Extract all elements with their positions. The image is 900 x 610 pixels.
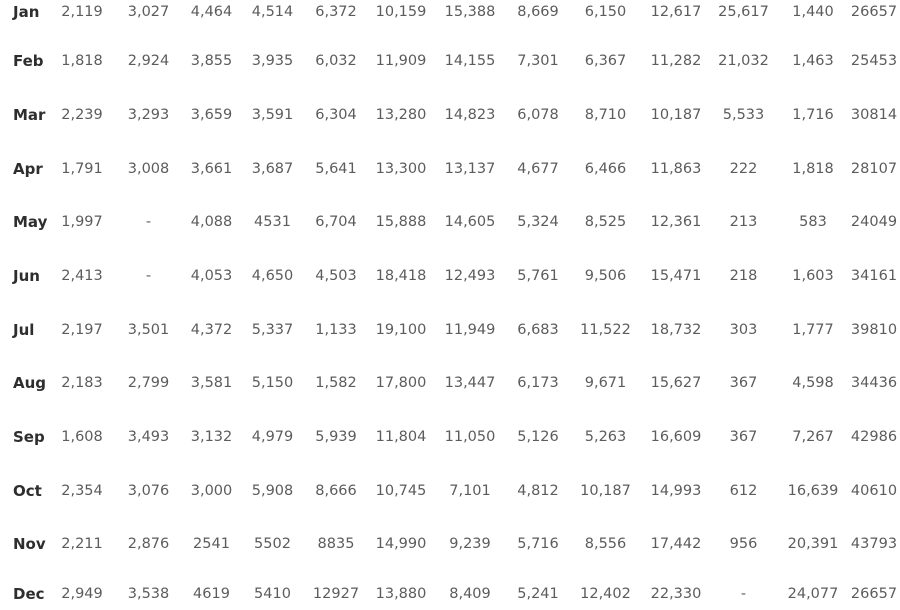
table-cell: 15,471	[650, 268, 702, 285]
table-cell: 612	[729, 482, 758, 499]
table-cell: 15,627	[650, 375, 702, 392]
table-cell: 8,669	[517, 4, 559, 20]
month-label: Sep	[13, 428, 45, 447]
table-cell: 11,522	[580, 321, 631, 338]
table-cell: 1,997	[61, 214, 103, 231]
table-cell: 3,935	[251, 53, 294, 70]
table-cell: 20,391	[787, 536, 839, 553]
table-cell: 16,639	[787, 482, 839, 499]
table-cell: 213	[729, 214, 758, 231]
table-cell: 22,330	[650, 586, 702, 602]
month-label: Dec	[13, 585, 45, 603]
table-cell: 956	[729, 536, 758, 553]
table-cell: 5,939	[315, 429, 357, 446]
table-cell: 8835	[317, 536, 355, 553]
month-label: Jul	[13, 320, 35, 339]
table-cell: 34161	[850, 268, 898, 285]
table-cell: 14,155	[444, 53, 496, 70]
table-cell: 5,641	[315, 160, 357, 177]
table-cell: 2,239	[61, 107, 103, 124]
table-cell: 24,077	[787, 586, 839, 602]
table-cell: 6,683	[517, 321, 559, 338]
table-cell: 13,300	[375, 160, 427, 177]
table-cell: 2,799	[127, 375, 170, 392]
table-cell: 16,609	[650, 429, 702, 446]
table-cell: 5,533	[722, 107, 765, 124]
table-cell: 6,704	[315, 214, 357, 231]
table-cell: 3,501	[127, 321, 170, 338]
table-cell: 1,716	[792, 107, 834, 124]
table-cell: 5,324	[517, 214, 559, 231]
table-cell: 39810	[850, 321, 898, 338]
table-cell: 6,078	[517, 107, 559, 124]
month-label: Aug	[13, 374, 47, 393]
table-cell: 4,650	[251, 268, 294, 285]
table-cell: 5,126	[517, 429, 559, 446]
table-cell: 18,418	[375, 268, 427, 285]
month-label: Apr	[13, 159, 43, 178]
table-cell: 7,301	[517, 53, 559, 70]
table-cell: 6,372	[315, 4, 357, 20]
table-cell: 3,493	[127, 429, 170, 446]
table-cell: 4,979	[251, 429, 294, 446]
table-cell: 5,716	[517, 536, 559, 553]
table-cell: 8,666	[315, 482, 357, 499]
table-cell: 11,282	[650, 53, 702, 70]
table-cell: 9,506	[584, 268, 627, 285]
table-cell: 21,032	[718, 53, 769, 70]
table-cell: 5,908	[251, 482, 294, 499]
table-cell: 14,823	[444, 107, 496, 124]
table-row	[0, 464, 900, 518]
table-cell: 26657	[850, 586, 898, 602]
table-cell: 4531	[254, 214, 291, 231]
table-row	[0, 35, 900, 89]
table-cell: 4,812	[517, 482, 559, 499]
month-label: Nov	[13, 535, 46, 554]
table-cell: 5,337	[251, 321, 294, 338]
table-cell: 1,608	[61, 429, 103, 446]
table-cell: 7,267	[792, 429, 834, 446]
month-label: Mar	[13, 106, 46, 125]
table-cell: 1,818	[792, 160, 834, 177]
table-cell: 24049	[850, 214, 898, 231]
table-cell: 222	[729, 160, 758, 177]
table-cell: 9,239	[449, 536, 491, 553]
month-label: Jan	[13, 3, 40, 21]
table-cell: 9,671	[584, 375, 627, 392]
table-cell: 10,745	[375, 482, 427, 499]
table-cell: 3,661	[190, 160, 233, 177]
table-cell: 11,804	[375, 429, 427, 446]
table-cell: 12,402	[580, 586, 631, 602]
table-cell: 4,598	[792, 375, 834, 392]
table-cell: 367	[729, 429, 758, 446]
table-cell: 26657	[850, 4, 898, 20]
table-cell: -	[145, 214, 152, 231]
table-cell: 3,132	[190, 429, 233, 446]
table-cell: 12,361	[650, 214, 702, 231]
table-cell: 5410	[254, 586, 291, 602]
table-row	[0, 249, 900, 303]
table-cell: 5502	[254, 536, 291, 553]
table-cell: 4,677	[517, 160, 559, 177]
table-row	[0, 410, 900, 464]
table-cell: 34436	[850, 375, 898, 392]
table-cell: 13,880	[375, 586, 427, 602]
table-cell: 6,367	[584, 53, 627, 70]
table-cell: 583	[799, 214, 827, 231]
table-cell: 4,514	[251, 4, 294, 20]
table-cell: 8,409	[449, 586, 491, 602]
month-label: May	[13, 213, 48, 232]
table-cell: 10,187	[650, 107, 702, 124]
table-cell: 17,800	[375, 375, 427, 392]
table-row	[0, 571, 900, 610]
table-cell: 2,876	[127, 536, 170, 553]
table-cell: 1,133	[315, 321, 357, 338]
table-cell: 3,659	[190, 107, 233, 124]
table-cell: 3,000	[190, 482, 233, 499]
table-cell: 14,990	[375, 536, 427, 553]
table-cell: 11,909	[375, 53, 427, 70]
table-cell: 18,732	[650, 321, 702, 338]
table-cell: 3,008	[127, 160, 170, 177]
table-cell: 5,241	[517, 586, 559, 602]
month-label: Oct	[13, 481, 42, 500]
table-cell: 2,354	[61, 482, 103, 499]
table-cell: 10,187	[580, 482, 631, 499]
table-cell: 17,442	[650, 536, 702, 553]
table-cell: 43793	[850, 536, 898, 553]
table-cell: 4,372	[190, 321, 233, 338]
table-row	[0, 303, 900, 357]
table-cell: 7,101	[449, 482, 491, 499]
table-cell: 367	[729, 375, 758, 392]
month-label: Feb	[13, 52, 44, 71]
table-cell: 13,137	[444, 160, 496, 177]
table-cell: 2,211	[61, 536, 103, 553]
table-cell: 6,032	[315, 53, 357, 70]
table-cell: 10,159	[375, 4, 427, 20]
table-row	[0, 518, 900, 572]
table-cell: 1,440	[792, 4, 834, 20]
table-cell: 11,050	[444, 429, 496, 446]
table-cell: 12,617	[650, 4, 702, 20]
table-cell: 13,447	[444, 375, 496, 392]
table-cell: 3,293	[127, 107, 170, 124]
table-cell: 2,119	[61, 4, 103, 20]
table-cell: 2,949	[61, 586, 103, 602]
table-cell: 25,617	[718, 4, 769, 20]
table-cell: 4,053	[190, 268, 233, 285]
table-cell: 3,687	[251, 160, 294, 177]
table-cell: 1,603	[792, 268, 834, 285]
table-cell: 40610	[850, 482, 898, 499]
table-cell: 5,761	[517, 268, 559, 285]
table-row	[0, 88, 900, 142]
table-cell: 14,993	[650, 482, 702, 499]
table-cell: 3,581	[190, 375, 233, 392]
table-cell: 13,280	[375, 107, 427, 124]
table-cell: 15,388	[444, 4, 496, 20]
table-row	[0, 142, 900, 196]
table-cell: 6,150	[584, 4, 627, 20]
table-cell: 2,197	[61, 321, 103, 338]
table-cell: 2,183	[61, 375, 103, 392]
table-cell: 1,582	[315, 375, 357, 392]
table-cell: 25453	[850, 53, 898, 70]
month-label: Jun	[13, 267, 40, 286]
table-cell: 11,949	[444, 321, 496, 338]
table-cell: 1,463	[792, 53, 834, 70]
table-cell: 4,088	[190, 214, 233, 231]
table-cell: 4,503	[315, 268, 357, 285]
table-cell: 6,304	[315, 107, 357, 124]
table-cell: 4,464	[190, 4, 233, 20]
table-cell: 6,466	[584, 160, 627, 177]
table-cell: 218	[729, 268, 758, 285]
table-cell: 2,924	[127, 53, 170, 70]
table-cell: 8,556	[584, 536, 627, 553]
table-cell: 14,605	[444, 214, 496, 231]
table-cell: 28107	[850, 160, 898, 177]
table-cell: 1,777	[792, 321, 834, 338]
table-cell: -	[145, 268, 152, 285]
table-cell: 15,888	[375, 214, 427, 231]
table-cell: 6,173	[517, 375, 559, 392]
table-cell: 8,710	[584, 107, 627, 124]
table-row	[0, 196, 900, 250]
table-cell: 2,413	[61, 268, 103, 285]
table-cell: 5,150	[251, 375, 294, 392]
table-cell: -	[740, 586, 747, 602]
table-cell: 30814	[850, 107, 898, 124]
table-cell: 4619	[193, 586, 230, 602]
table-cell: 12927	[312, 586, 360, 602]
table-cell: 11,863	[650, 160, 702, 177]
table-cell: 2541	[193, 536, 230, 553]
table-cell: 1,791	[61, 160, 103, 177]
table-cell: 8,525	[584, 214, 627, 231]
table-cell: 3,027	[127, 4, 170, 20]
table-cell: 5,263	[584, 429, 627, 446]
table-cell: 1,818	[61, 53, 103, 70]
table-cell: 19,100	[375, 321, 427, 338]
table-cell: 3,591	[251, 107, 294, 124]
table-cell: 42986	[850, 429, 898, 446]
table-row	[0, 0, 900, 35]
table-cell: 3,855	[190, 53, 233, 70]
table-cell: 303	[729, 321, 758, 338]
table-cell: 3,076	[127, 482, 170, 499]
table-cell: 3,538	[127, 586, 170, 602]
table-row	[0, 357, 900, 411]
table-cell: 12,493	[444, 268, 496, 285]
